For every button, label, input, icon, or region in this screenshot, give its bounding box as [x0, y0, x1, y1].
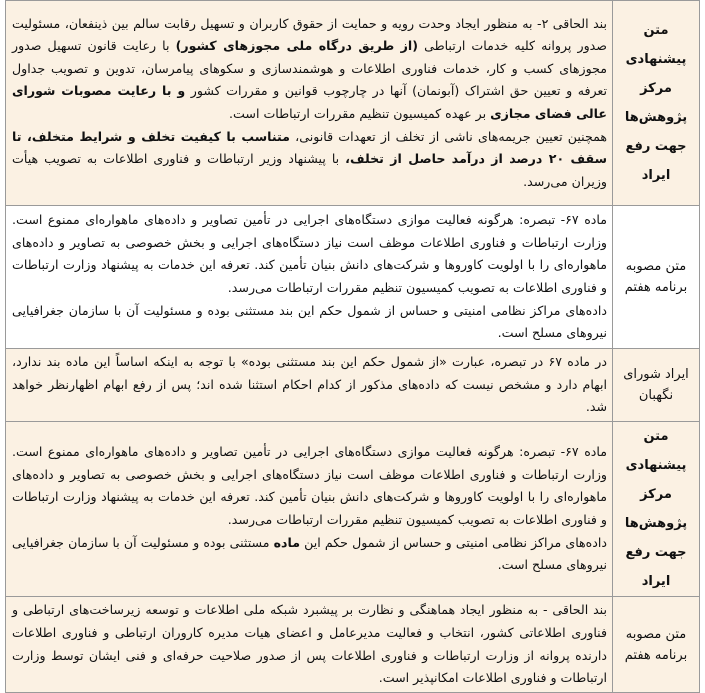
- table-row: [6, 349, 700, 422]
- row-content: [6, 597, 613, 693]
- row-content: [6, 422, 613, 597]
- text-segment: همچنین تعیین جریمه‌های ناشی از تخلف از تعهدات قانونی،: [289, 128, 608, 144]
- row-label: متن مصوبه برنامه هفتم: [613, 597, 700, 693]
- text-segment: با پیشنهاد وزیر ارتباطات و فناوری اطلاعات به تصویب هیأت وزیران می‌رسد.: [12, 151, 607, 189]
- row-label: متن مصوبه برنامه هفتم: [613, 206, 700, 349]
- text-segment: داده‌های مراکز نظامی امنیتی و حساس از شمول حکم این: [300, 534, 607, 550]
- table-row: [6, 1, 700, 206]
- row-label: متن پیشنهادی مرکز پژوهش‌ها جهت رفع ایراد: [613, 422, 700, 597]
- paragraph: ماده ۶۷- تبصره: هرگونه فعالیت موازی دستگاه‌های اجرایی در تأمین تصاویر و داده‌های ماهواره‌ای ممنوع است. وزارت ارتباطات و فناوری اطلاعات موظف است نیاز دستگاه‌های اجرایی و بخش خصوصی به تصاویر و داده‌های ماهواره‌ای را با اولویت کاوروها و شرکت‌های دانش بنیان تأمین کند. تعرفه این خدمات به پیشنهاد وزارت ارتباطات و فناوری اطلاعات به تصویب کمیسیون تنظیم مقررات ارتباطات می‌رسد.: [12, 444, 607, 527]
- table-row: [6, 597, 700, 693]
- row-content: [6, 206, 613, 349]
- bold-text: و با رعایت مصوبات شورای عالی فضای مجازی: [12, 83, 607, 121]
- row-content: [6, 1, 613, 206]
- paragraph: [12, 532, 607, 577]
- paragraph: [12, 13, 607, 126]
- row-label: متن پیشنهادی مرکز پژوهش‌ها جهت رفع ایراد: [613, 1, 700, 206]
- bold-text: متناسب با کیفیت تخلف و شرایط متخلف، تا سقف ۲۰ درصد از درآمد حاصل از تخلف،: [12, 128, 607, 167]
- text-segment: با رعایت قانون تسهیل صدور مجوزهای کسب و کار، خدمات فناوری اطلاعات و هوشمندسازی و سکوهای پیامرسان، تدوین و تصویب جداول تعرفه و تعیین حق اشتراک (آبونمان) آنها در چارچوب قوانین و مقررات کشور: [12, 38, 608, 99]
- paragraph: بند الحاقی - به منظور ایجاد هماهنگی و نظارت بر پیشبرد شبکه ملی اطلاعات و توسعه زیرساخت‌های ارتباطی و فناوری اطلاعاتی کشور، انتخاب و فعالیت مدیرعامل و اعضای هیات مدیره کاروران ارتباطی و فناوری اطلاعات دارنده پروانه از وزارت ارتباطات و فناوری اطلاعات پس از صدور صلاحیت حرفه‌ای و فنی ایشان توسط وزارت ارتباطات و فناوری اطلاعات امکانپذیر است.: [12, 602, 607, 686]
- comparison-table: [5, 0, 700, 693]
- text-segment: بر عهده کمیسیون تنظیم مقررات ارتباطات است.: [229, 106, 491, 121]
- table-row: [6, 206, 700, 349]
- bold-text: (از طریق درگاه ملی مجوزهای کشور): [175, 38, 418, 54]
- text-segment: مستثنی بوده و مسئولیت آن با سازمان جغرافیایی نیروهای مسلح است.: [12, 534, 607, 573]
- paragraph: داده‌های مراکز نظامی امنیتی و حساس از شمول حکم این بند مستثنی بوده و مسئولیت آن با سازمان جغرافیایی نیروهای مسلح است.: [12, 302, 607, 341]
- row-label: ایراد شورای نگهبان: [613, 349, 700, 422]
- text-segment: بند الحاقی ۲- به منظور ایجاد وحدت رویه و حمایت از حقوق کاربران و تسهیل رقابت سالم بین ذینفعان، مسئولیت صدور پروانه کلیه خدمات ارتباطی: [12, 15, 607, 54]
- paragraph: در ماده ۶۷ در تبصره، عبارت «از شمول حکم این بند مستثنی بوده» با توجه به اینکه اساساً این ماده بند ندارد، ابهام دارد و مشخص نیست که داده‌های مذکور از کدام احکام استثنا شده اند؛ پس از رفع ابهام اظهارنظر خواهد شد.: [12, 354, 607, 415]
- paragraph: ماده ۶۷- تبصره: هرگونه فعالیت موازی دستگاه‌های اجرایی در تأمین تصاویر و داده‌های ماهواره‌ای ممنوع است. وزارت ارتباطات و فناوری اطلاعات موظف است نیاز دستگاه‌های اجرایی و بخش خصوصی به تصاویر و داده‌های ماهواره‌ای را با اولویت کاوروها و شرکت‌های دانش بنیان تأمین کند. تعرفه این خدمات به پیشنهاد وزارت ارتباطات و فناوری اطلاعات به تصویب کمیسیون تنظیم مقررات ارتباطات می‌رسد.: [12, 212, 607, 295]
- table-row: [6, 422, 700, 597]
- bold-text: ماده: [273, 534, 301, 550]
- row-content: [6, 349, 613, 422]
- paragraph: [12, 126, 607, 194]
